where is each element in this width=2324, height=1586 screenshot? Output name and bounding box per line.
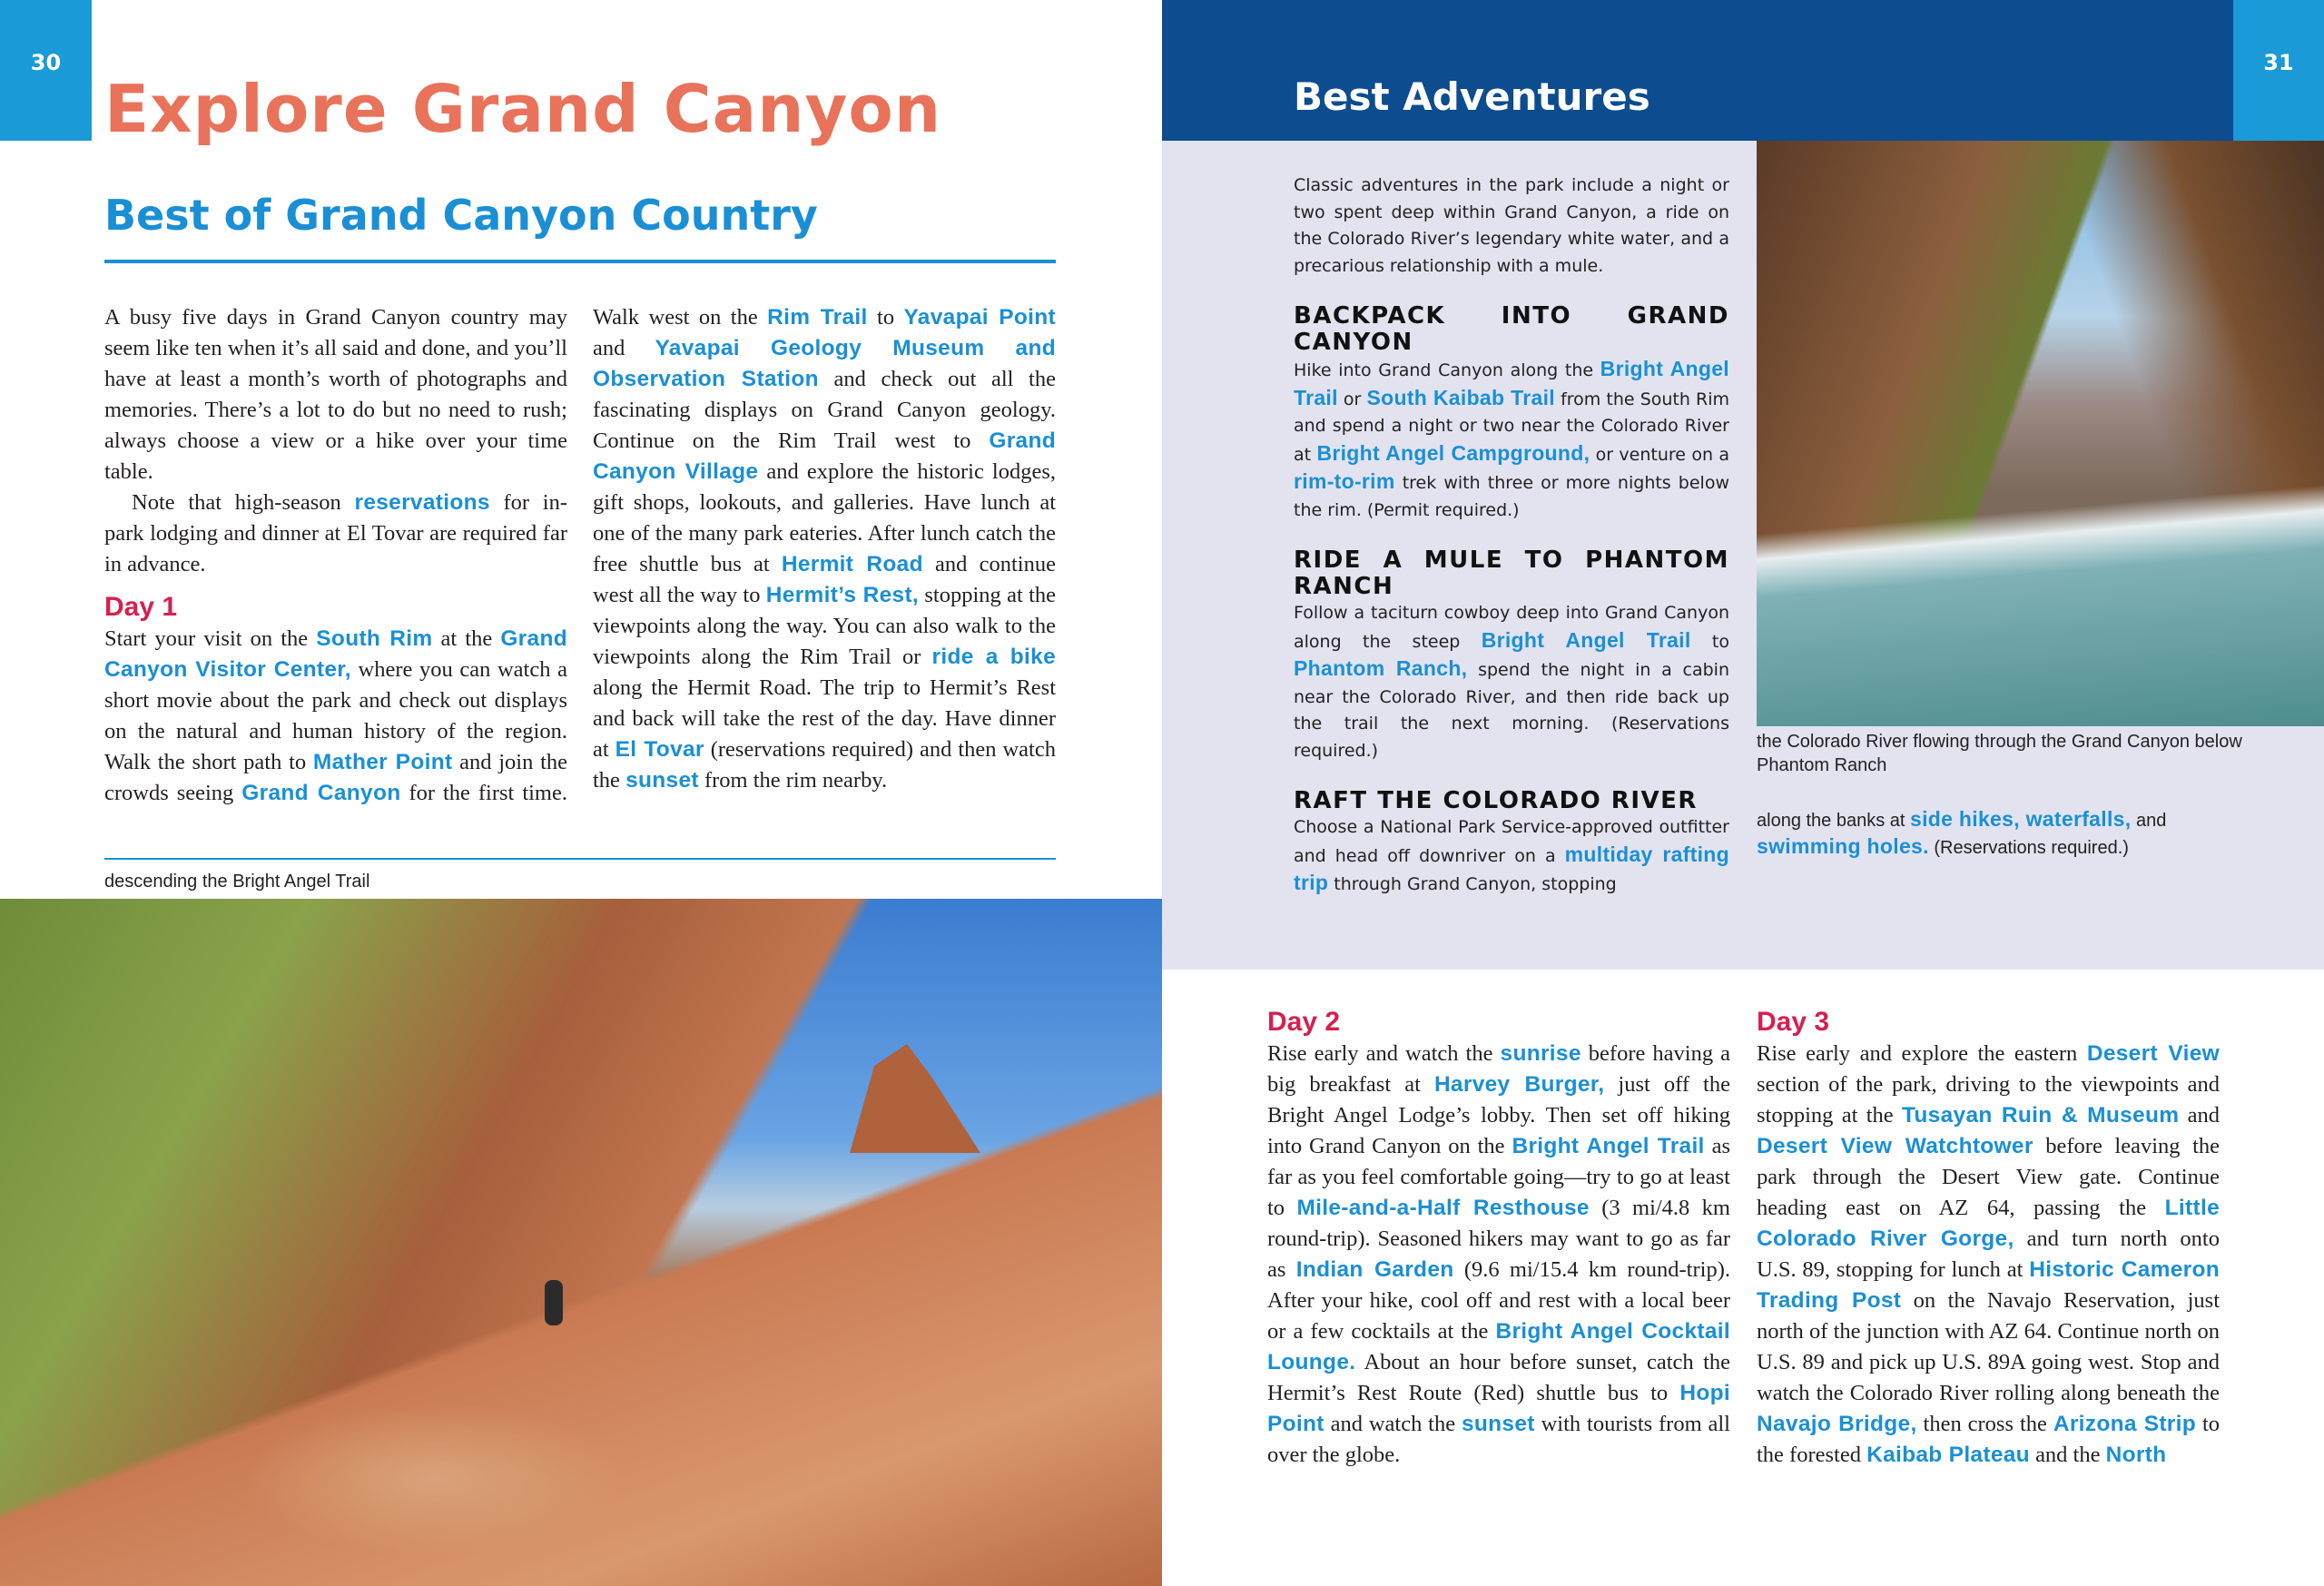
text-run: and explore the historic lodges, gift shops, lookouts, and galleries. Have lunch at one of the many park eateries. After lunch catch the free shuttle bus at [593,459,1056,576]
highlight-link[interactable]: Bright Angel Trail [1512,1134,1705,1158]
day3-paragraph [1757,1039,2220,1471]
text-run: and watch the [1324,1412,1462,1436]
text-run: before leaving the park through the Desert View gate. Continue heading east on AZ 64, passing the [1757,1134,2220,1220]
text-run: stopping at the viewpoints along the way. You can also walk to the viewpoints along the Rim Trail or [593,583,1057,669]
highlight-link[interactable]: Hermit’s Rest, [765,583,920,607]
photo-caption: descending the Bright Angel Trail [104,872,370,892]
text-run: trek with three or more nights below the rim. (Permit required.) [1294,473,1729,520]
text-run: section of the park, driving to the viewpoints and stopping at the [1757,1072,2220,1128]
mesa-shape [817,1044,980,1153]
text-run: and join the crowds seeing [104,750,567,805]
highlight-link[interactable]: Navajo Bridge, [1757,1412,1917,1436]
highlight-link[interactable]: Indian Garden [1295,1257,1454,1282]
highlight-link[interactable]: sunset [1461,1412,1535,1436]
highlight-link[interactable]: Grand Canyon Visitor Center, [104,626,567,682]
intro-columns [104,302,1056,833]
text-run: Start your visit on the [104,626,317,651]
text-run: for in-park lodging and dinner at El Tovar are required far in advance. [104,490,567,576]
highlight-link[interactable]: Desert View [2086,1041,2220,1066]
text-run: from the South Rim and spend a night or two near the Colorado River at [1294,389,1730,465]
highlight-link[interactable]: Historic Cameron Trading Post [1757,1257,2220,1313]
adventure-body [1294,814,1729,899]
photo-caption: the Colorado River flowing through the Grand Canyon below Phantom Ranch [1757,732,2242,775]
text-run: (Reservations required.) [1928,838,2129,858]
highlight-link[interactable]: Bright Angel Campground, [1316,440,1590,465]
highlight-link[interactable]: ride a bike [931,645,1056,669]
day3-heading: Day 3 [1757,1007,1830,1037]
highlight-link[interactable]: sunset [625,768,699,793]
day1-heading: Day 1 [104,592,178,622]
adventure-heading: BACKPACK INTO GRAND CANYON [1294,302,1729,356]
adventures-list [1294,172,1729,899]
adventure-body [1294,600,1729,764]
text-run: and [593,336,655,360]
highlight-link[interactable]: Tusayan Ruin & Museum [1901,1103,2180,1128]
text-run: Choose a National Park Service-approved outfitter and head off downriver on a [1294,817,1729,866]
adventure-body [1294,356,1729,524]
day2-section [1267,1006,1730,1471]
highlight-link[interactable]: Kaibab Plateau [1866,1443,2030,1467]
highlight-link[interactable]: North [2105,1443,2167,1467]
text-run: A busy five days in Grand Canyon country may seem like ten when it’s all said and done, and you’ll have at least a month’s worth of photographs and memories. There’s a lot to do but no need to rush; always choose a view or a hike over your time table. [104,305,567,484]
divider [104,260,1056,263]
highlight-link[interactable]: Bright Angel Trail [1294,357,1729,409]
highlight-link[interactable]: Harvey Burger, [1433,1072,1605,1097]
text-run: (3 mi/4.8 km round-trip). Seasoned hikers may want to go as far as [1267,1196,1730,1282]
hiker-figure [545,1280,563,1325]
divider [104,858,1056,860]
text-run: before having a big breakfast at [1267,1041,1730,1097]
raft-continued [1757,806,2229,861]
text-run: and turn north onto U.S. 89, stopping for lunch at [1757,1226,2220,1282]
adventure-heading: RIDE A MULE TO PHANTOM RANCH [1294,547,1729,600]
highlight-link[interactable]: Bright Angel Cocktail Lounge. [1267,1319,1730,1374]
highlight-link[interactable]: Little Colorado River Gorge, [1757,1196,2220,1251]
highlight-link[interactable]: Hopi Point [1267,1381,1730,1436]
text-run: or [1337,389,1367,409]
highlight-link[interactable]: Mather Point [312,750,453,774]
text-run: Rise early and watch the [1267,1041,1501,1066]
text-run: and [2131,811,2167,831]
text-run: to [1690,631,1729,652]
text-run: and [2179,1103,2220,1128]
text-run: for the first time. Walk west on the [400,305,768,805]
highlight-link[interactable]: Hermit Road [781,552,923,576]
text-run: to [867,305,904,330]
paragraph [104,488,567,580]
highlight-link[interactable]: Bright Angel Trail [1481,627,1691,652]
bright-angel-trail-photo [0,899,1162,1586]
highlight-link[interactable]: reservations [354,490,490,515]
text-run: just off the Bright Angel Lodge’s lobby. Then set off hiking into Grand Canyon on the [1267,1072,1730,1158]
highlight-link[interactable]: Phantom Ranch, [1294,656,1468,680]
highlight-link[interactable]: Desert View Watchtower [1757,1134,2034,1158]
highlight-link[interactable]: Mile-and-a-Half Resthouse [1296,1196,1590,1220]
highlight-link[interactable]: Grand Canyon Village [593,429,1056,484]
highlight-link[interactable]: Arizona Strip [2053,1412,2197,1436]
text-run: and continue west all the way to [593,552,1056,607]
text-run: and check out all the fascinating displays on Grand Canyon geology. Continue on the Rim Trail west to [593,367,1056,453]
day2-paragraph [1267,1039,1730,1471]
paragraph [104,302,567,488]
highlight-link[interactable]: rim-to-rim [1294,469,1395,493]
text-run: Follow a taciturn cowboy deep into Grand Canyon along the steep [1294,603,1729,652]
best-adventures-title: Best Adventures [1294,74,1650,119]
text-run: through Grand Canyon, stopping [1328,874,1617,894]
page-number-right: 31 [2233,0,2324,141]
highlight-link[interactable]: Rim Trail [767,305,868,330]
section-subtitle: Best of Grand Canyon Country [104,191,818,240]
adventures-intro [1294,172,1729,280]
page-title: Explore Grand Canyon [104,71,942,147]
text-run: at the [432,626,501,651]
text-run: or venture on a [1590,444,1729,465]
page-number-left: 30 [0,0,92,141]
adventure-heading: RAFT THE COLORADO RIVER [1294,787,1698,814]
text-run: (9.6 mi/15.4 km round-trip). After your hike, cool off and rest with a local beer or a few cocktails at the [1267,1257,1730,1344]
highlight-link[interactable]: South Kaibab Trail [1366,385,1555,409]
text-run: then cross the [1916,1412,2053,1436]
text-run: Classic adventures in the park include a night or two spent deep within Grand Canyon, a ride on the Colorado River’s legendary white water, and a precarious relationship with a mule. [1294,175,1729,276]
text-run: from the rim nearby. [698,768,888,793]
day3-section [1757,1006,2220,1471]
highlight-link[interactable]: sunrise [1500,1041,1581,1066]
text-run: (reservations required) and then watch the [593,737,1056,793]
highlight-link[interactable]: Grand Canyon [241,781,401,805]
highlight-link[interactable]: Yavapai Point [903,305,1057,330]
day2-heading: Day 2 [1267,1007,1341,1037]
text-run: and the [2029,1443,2106,1467]
text-run: Hike into Grand Canyon along the [1294,360,1600,380]
text-run: Note that high-season [132,490,355,515]
text-run: to the forested [1757,1412,2221,1467]
text-run: on the Navajo Reservation, just north of the junction with AZ 64. Continue north on U.S. 89 and pick up U.S. 89A going west. Stop and watch the Colorado River rolling along beneath the [1757,1288,2220,1405]
highlight-link[interactable]: side hikes, waterfalls, [1910,807,2132,831]
header-band [1162,0,2233,141]
text-run: along the banks at [1757,811,1911,831]
text-run: where you can watch a short movie about the park and check out displays on the natural and human history of the region. Walk the short path to [104,657,567,774]
highlight-link[interactable]: swimming holes. [1757,834,1929,858]
colorado-river-photo [1757,141,2324,726]
highlight-link[interactable]: multiday rafting trip [1294,842,1730,894]
text-run: along the Hermit Road. The trip to Hermit’s Rest and back will take the rest of the day. Have dinner at [593,675,1056,762]
text-run: Rise early and explore the eastern [1757,1041,2087,1066]
text-run: spend the night in a cabin near the Colorado River, and then ride back up the trail the next morning. (Reservations required.) [1294,660,1729,761]
highlight-link[interactable]: El Tovar [615,737,704,762]
text-run: as far as you feel comfortable going—try to go at least to [1267,1134,1730,1220]
highlight-link[interactable]: Yavapai Geology Museum and Observation Station [593,336,1056,391]
text-run: About an hour before sunset, catch the Hermit’s Rest Route (Red) shuttle bus to [1267,1350,1730,1405]
highlight-link[interactable]: South Rim [316,626,433,651]
text-run: with tourists from all over the globe. [1267,1412,1730,1467]
